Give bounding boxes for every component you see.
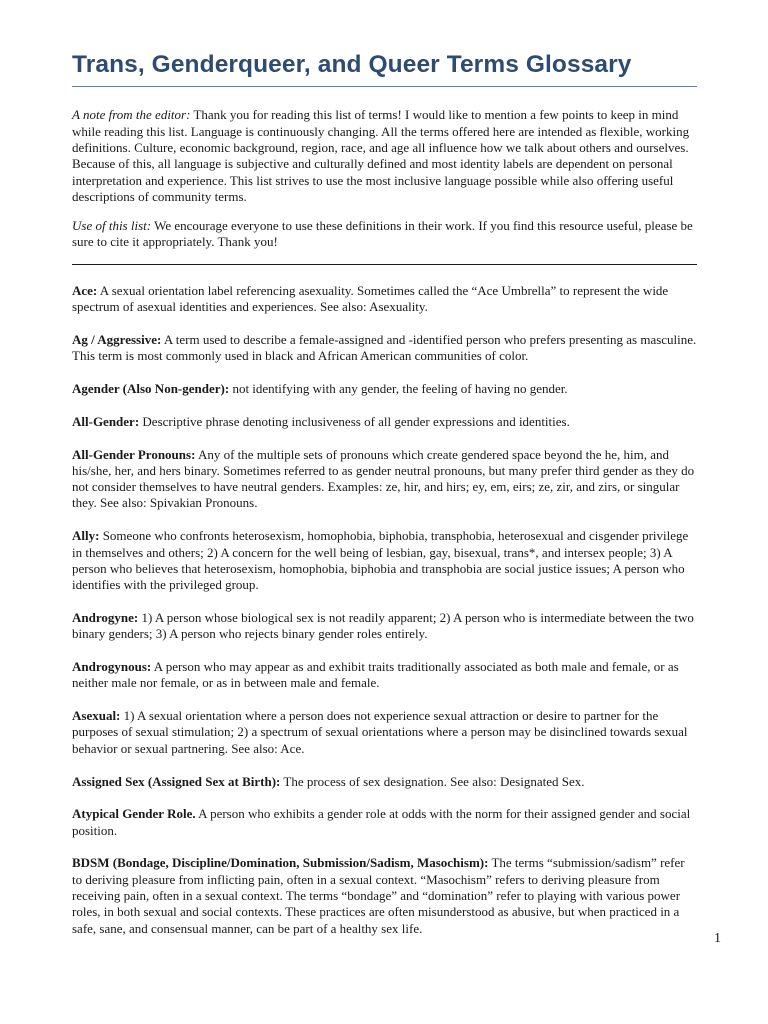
section-divider — [72, 264, 697, 265]
glossary-entry — [72, 855, 697, 936]
glossary-term: Androgyne: — [72, 609, 139, 625]
glossary-definition: Descriptive phrase denoting inclusiveness of all gender expressions and identities. — [139, 413, 570, 429]
glossary-definition: The terms “submission/sadism” refer to deriving pleasure from inflicting pain, often in a sexual context. “Masochism” refers to deriving pleasure from receiving pain, often in a sexual context. The terms “bondage” and “domination” refer to playing with various power roles, in both sexual and social contexts. These practices are often misunderstood as abusive, but when practiced in a safe, sane, and consensual manner, can be part of a healthy sex life. — [72, 855, 685, 936]
glossary-definition: The process of sex designation. See also: Designated Sex. — [280, 773, 585, 789]
glossary-definition: A person who exhibits a gender role at odds with the norm for their assigned gender and social position. — [72, 806, 691, 838]
glossary-definition: Any of the multiple sets of pronouns which create gendered space beyond the he, him, and his/she, her, and hers binary. Sometimes referred to as gender neutral pronouns, but many prefer third gender as they do not consider themselves to have neutral genders. Examples: ze, hir, and hirs; ey, em, eirs; ze, zir, and zirs, or singular they. See also: Spivakian Pronouns. — [72, 446, 695, 511]
glossary-entry — [72, 332, 697, 365]
glossary-entry — [72, 381, 697, 397]
use-note-text: We encourage everyone to use these definitions in their work. If you find this resource useful, please be sure to cite it appropriately. Thank you! — [72, 218, 693, 250]
use-note — [72, 218, 697, 251]
glossary-term: Agender (Also Non-gender): — [72, 380, 230, 396]
page-number: 1 — [714, 931, 721, 946]
glossary-term: Atypical Gender Role. — [72, 806, 196, 822]
glossary-term: Assigned Sex (Assigned Sex at Birth): — [72, 773, 281, 789]
glossary-definition: A sexual orientation label referencing asexuality. Sometimes called the “Ace Umbrella” to represent the wide spectrum of asexual identities and experiences. See also: Asexuality. — [72, 282, 669, 315]
glossary-definition: not identifying with any gender, the feeling of having no gender. — [229, 380, 568, 396]
glossary-entry — [72, 806, 697, 839]
glossary-entry — [72, 774, 697, 790]
glossary-term: Asexual: — [72, 708, 121, 724]
glossary-term: All-Gender Pronouns: — [72, 446, 196, 462]
glossary-entry — [72, 610, 697, 643]
glossary-entry — [72, 283, 697, 316]
editor-note — [72, 107, 697, 205]
editor-note-label: A note from the editor: — [72, 107, 191, 123]
glossary-definition: A person who may appear as and exhibit traits traditionally associated as both male and female, or as neither male nor female, or as in between male and female. — [72, 659, 679, 691]
glossary-term: Ace: — [72, 282, 98, 298]
glossary-definition: Someone who confronts heterosexism, homophobia, biphobia, transphobia, heterosexual and cisgender privilege in themselves and others; 2) A concern for the well being of lesbian, gay, bisexual, trans*, and intersex people; 3) A person who believes that heterosexism, homophobia, biphobia and transphobia are social justice issues; A person who identifies with the privileged group. — [72, 528, 689, 593]
page-title: Trans, Genderqueer, and Queer Terms Glossary — [72, 50, 697, 87]
glossary-term: Androgynous: — [72, 659, 152, 675]
glossary-term: Ally: — [72, 528, 100, 544]
glossary-entry — [72, 447, 697, 512]
glossary-term: Ag / Aggressive: — [72, 331, 162, 347]
glossary-definition: 1) A person whose biological sex is not readily apparent; 2) A person who is intermediate between the two binary genders; 3) A person who rejects binary gender roles entirely. — [72, 609, 694, 642]
use-note-label: Use of this list: — [72, 218, 152, 234]
glossary-entry — [72, 659, 697, 692]
glossary-entry — [72, 414, 697, 430]
intro-section — [72, 107, 697, 250]
editor-note-text: Thank you for reading this list of terms! I would like to mention a few points to keep in mind while reading this list. Language is continuously changing. All the terms offered here are intended as flexible, working definitions. Culture, economic background, region, race, and age all influence how we talk about others and ourselves. Because of this, all language is subjective and culturally defined and most identity labels are dependent on personal interpretation and experience. This list strives to use the most inclusive language possible while also offering useful descriptions of community terms. — [72, 107, 690, 204]
document-page — [72, 50, 697, 953]
glossary-term: All-Gender: — [72, 413, 140, 429]
glossary-entry — [72, 708, 697, 757]
glossary-definition: A term used to describe a female-assigned and -identified person who prefers presenting as masculine. This term is most commonly used in black and African American communities of color. — [72, 331, 697, 364]
glossary-term: BDSM (Bondage, Discipline/Domination, Submission/Sadism, Masochism): — [72, 855, 489, 871]
glossary-entry — [72, 528, 697, 593]
glossary-definition: 1) A sexual orientation where a person does not experience sexual attraction or desire to partner for the purposes of sexual stimulation; 2) a spectrum of sexual orientations where a person may be disinclined towards sexual behavior or sexual partnering. See also: Ace. — [72, 708, 688, 756]
glossary-entries — [72, 283, 697, 937]
